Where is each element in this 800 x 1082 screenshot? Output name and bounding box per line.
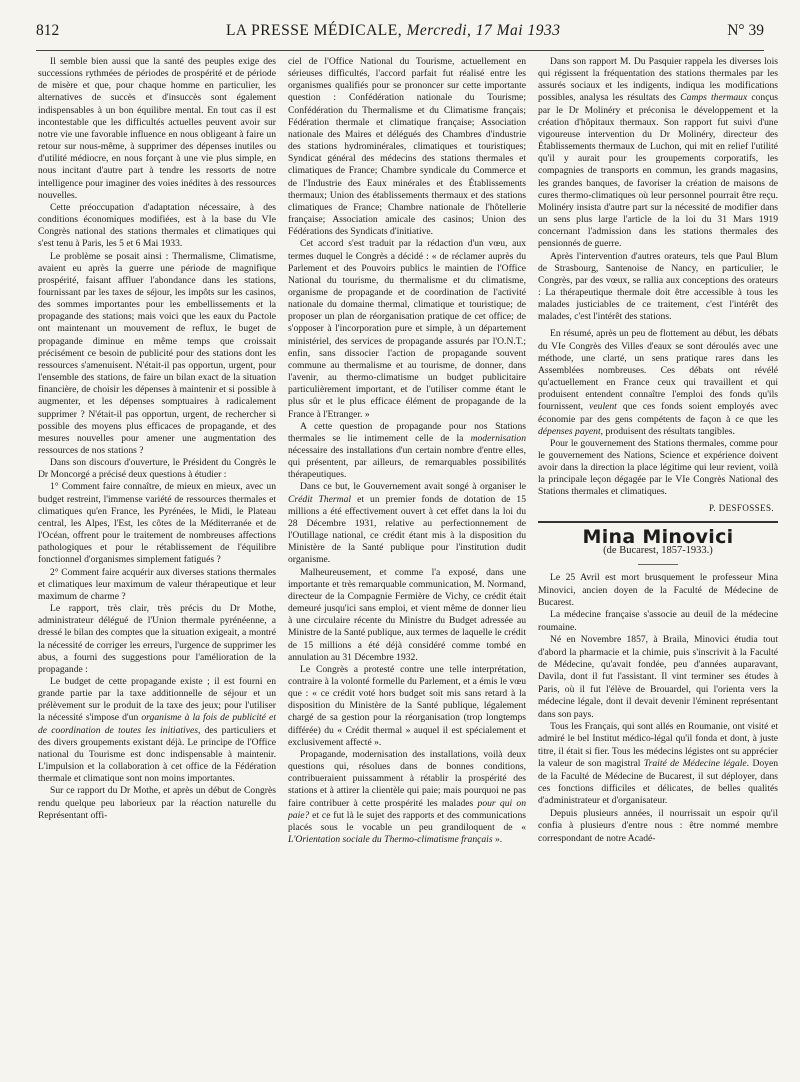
paragraph: Le Congrès a protesté contre une telle interprétation, contraire à la volonté formelle du Parlement, et a émis le vœu que : « ce crédit voté hors budget soit mis sans retard à la disposition du Ministère de la Santé publique, légalement chargé de sa gestion pour la réorganisation (trop longtemps différée) du « Crédit thermal » auquel il est spécialement et exclusivement affecté ».	[288, 663, 526, 748]
paragraph: La médecine française s'associe au deuil de la médecine roumaine.	[538, 609, 778, 633]
paragraph: ciel de l'Office National du Tourisme, actuellement en sérieuses difficultés, l'accord parfait fut réalisé entre les organismes qualifiés pour se prononcer sur cette importante question : Confédération nationale du Tourisme; Confédération du Thermalisme et du Climatisme français; Fédération thermale et climatique française; Association nationale des Maires et délégués des Chambres d'industrie des stations hydrominérales, climatiques et touristiques; Syndicat général des médecins des stations thermales et climatiques de France; Chambre syndicale du Commerce et de l'Industrie des Eaux minérales et des Établissements thermaux; Union des établissements thermaux et des stations climatiques de France; Chambre nationale de l'hôtellerie française; Association amicale des casinos; Union des Fédérations des Syndicats d'initiative.	[288, 56, 526, 238]
issue-number: N° 39	[727, 22, 764, 39]
paragraph	[538, 56, 778, 251]
paragraph: Cette préoccupation d'adaptation nécessaire, à des conditions économiques modifiées, est à la base du VIe Congrès national des stations thermales et climatiques qui s'est tenu à Paris, les 5 et 6 Mai 1933.	[38, 201, 276, 250]
paragraph: Sur ce rapport du Dr Mothe, et après un début de Congrès rendu quelque peu laborieux par la réaction naturelle du Représentant offi-	[38, 785, 276, 821]
text-run: En résumé, après un peu de flottement au début, les débats du VIe Congrès des Villes d'eaux se sont déroulés avec une méthode, une clarté, un sens pratique rares dans les Assemblées nombreuses. Ces débats ont révélé qu'actuellement en France ceux qui travaillent et qui produisent entendent connaître l'emploi des fonds qu'ils fournissent,	[538, 328, 778, 413]
text-run-italic: Camps thermaux	[680, 92, 748, 104]
title-rule	[638, 564, 678, 565]
paragraph	[538, 328, 778, 437]
paragraph: Pour le gouvernement des Stations thermales, comme pour le gouvernement des Nations, Science et expérience doivent avoir dans la direction la place légitime qui leur revient, voilà la principale leçon dégagée par le VIe Congrès National des Stations thermales et climatiques.	[538, 437, 778, 498]
obituary-title: Mina Minovici	[582, 525, 734, 548]
text-run: Le budget de cette propagande existe ; il est fourni en grande partie par la taxe additionnelle de séjour et un prélèvement sur le produit de la taxe des jeux; pour l'utiliser la nécessité s'impose d'un	[38, 675, 276, 724]
page-number: 812	[36, 22, 60, 39]
column-3	[538, 56, 778, 1066]
paragraph	[38, 676, 276, 785]
text-run: Propagande, modernisation des installations, voilà deux questions qui, résolues dans de bonnes conditions, contribueraient puissamment à rétablir la prospérité des stations et à attirer la clientèle qui paie; mais pourquoi ne pas faire contribuer à cette prospérité les malades	[288, 748, 526, 809]
text-run: . Doyen de la Faculté de Médecine de Bucarest, il sut déployer, dans ces fonctions difficiles et délicates, de belles qualités d'administrateur et d'organisateur.	[538, 758, 778, 807]
text-run-italic: dépenses payent	[538, 425, 601, 437]
article-columns	[38, 56, 778, 1066]
paragraph: Né en Novembre 1857, à Braila, Minovici étudia tout d'abord la pharmacie et la chimie, puis s'inscrivit à la Faculté de Médecine, qu'avait fondée, peu d'années auparavant, Davila, dont il fut l'assistant. Il vint terminer ses études à Paris, où il fut l'élève de Brouardel, qui l'orienta vers la médecine légale, dont il devait devenir l'éminent représentant dans son pays.	[538, 634, 778, 720]
paragraph	[538, 721, 778, 808]
journal-name: LA PRESSE MÉDICALE,	[225, 22, 403, 39]
section-divider	[538, 521, 778, 523]
text-run: Dans ce but, le Gouvernement avait songé à organiser le	[300, 481, 526, 493]
paragraph: Cet accord s'est traduit par la rédaction d'un vœu, aux termes duquel le Congrès a décidé : « de réclamer auprès du Parlement et des Pouvoirs publics le maintien de l'Office National du tourisme, du thermalisme et du climatisme, organisme de propagande et de coordination de l'activité nationale du domaine thermal, climatique et touristique; de proposer un plan de réorganisation pratique de cet office; de s'opposer à l'incorporation pure et simple, à un département ministériel, des services de propagande assurés par l'O.N.T.; enfin, sans dissocier l'action de propagande souvent commune au thermalisme et au tourisme, de donner, dans l'avenir, au thermo-climatisme un budget publicitaire particulièrement important, et de l'utiliser comme étant le plus sûr et le plus efficace élément de propagande de la France à l'Etranger. »	[288, 238, 526, 420]
text-run: Dans son rapport M. Du Pasquier rappela les diverses lois qui régissent la fréquentation des stations thermales par les assurés sociaux et les indigents, indiqua les modifications possibles, analysa les résultats des	[538, 56, 778, 104]
text-run-italic: L'Orientation sociale du Thermo-climatisme français	[288, 834, 493, 845]
paragraph: 1° Comment faire connaître, de mieux en mieux, avec un budget restreint, l'immense variété de ressources thermales et climatiques qu'en France, les Pyrénées, le Midi, le Plateau central, les Alpes, l'Est, les côtes de la Méditerranée et de l'Océan, offrent pour le traitement de nombreuses affections pathologiques et pour le rétablissement de l'équilibre fonctionnel d'organismes simplement fatigués ?	[38, 481, 276, 566]
paragraph: Il semble bien aussi que la santé des peuples exige des successions rythmées de périodes de prospérité et de période de misère et que, pour chaque homme en particulier, les alternatives de succès et d'insuccès sont également indispensables à un bon équilibre mental. En tout cas il est incontestable que les difficultés actuelles peuvent avoir sur notre vie une favorable influence en nous obligeant à faire un retour sur nous-même, à supprimer des dépenses inutiles ou d'utilité médiocre, en nous forçant à une vie plus simple, en nous incitant d'autre part à tendre les ressorts de notre intelligence pour imaginer des voies inédites à des ressources nouvelles.	[38, 56, 276, 201]
obituary	[538, 525, 778, 845]
text-run-italic: organisme à la fois de publicité et de coordination de toutes les initiatives	[38, 712, 276, 736]
paragraph: 2° Comment faire acquérir aux diverses stations thermales et climatiques leur maximum de valeur thérapeutique et leur maximum de charme ?	[38, 566, 276, 602]
text-run: et ce fut là le sujet des rapports et des communications placés sous le vocable un peu grandiloquent de «	[288, 809, 526, 833]
running-header	[36, 22, 764, 51]
text-run-italic: pour qui on paie?	[288, 797, 526, 821]
journal-title	[226, 22, 561, 40]
paragraph: Dans son discours d'ouverture, le Président du Congrès le Dr Moncorgé a précisé deux questions à étudier :	[38, 457, 276, 481]
column-1	[38, 56, 276, 1066]
paragraph: Malheureusement, et comme l'a exposé, dans une importante et très remarquable communication, M. Normand, directeur de la Compagnie Fermière de Vichy, ce crédit était demeuré jusqu'ici sans emploi, et vient même de donner lieu à une circulaire récente du Ministre du Budget adressée au Ministre de la Santé publique, aux termes de laquelle le crédit de 15 millions a été déjà considéré comme tombé en annulation au 31 Décembre 1932.	[288, 566, 526, 663]
text-run: et un premier fonds de dotation de 15 millions a été effectivement ouvert à cet effet dans la loi du 28 Décembre 1931, relative au perfectionnement de l'Outillage national, ce crédit étant mis à la disposition du Ministère de la Santé publique pour l'institution dudit organisme.	[288, 493, 526, 566]
text-run: ».	[492, 834, 503, 845]
paragraph	[288, 481, 526, 566]
text-run: A cette question de propagande pour nos Stations thermales se lie intimement celle de la	[288, 420, 526, 444]
obituary-subtitle: (de Bucarest, 1857-1933.)	[603, 544, 713, 556]
text-run-italic: Crédit Thermal	[288, 493, 352, 505]
text-run: , des particuliers et des divers groupements existant déjà. Le principe de l'Office national du Tourisme est donc indispensable à maintenir. L'impulsion et la collaboration à cet office de la Fédération thermale et climatique sont non moins importantes.	[38, 724, 276, 785]
text-run: nécessaire des installations d'un certain nombre d'entre elles, qui présentent, par ailleurs, de remarquables possibilités thérapeutiques.	[288, 445, 526, 481]
text-run: Tous les Français, qui sont allés en Roumanie, ont visité et admiré le bel Institut médico-légal qu'il fonda et dont, à juste titre, il était si fier. Tous les médecins légistes ont su apprécier la valeur de son magistral	[538, 720, 778, 770]
paragraph	[288, 749, 526, 846]
paragraph: Depuis plusieurs années, il nourrissait un espoir qu'il confia à plusieurs d'entre nous : être nommé membre correspondant de notre Acadé-	[538, 807, 778, 844]
author-signature: P. DESFOSSES.	[709, 502, 774, 513]
paragraph: Après l'intervention d'autres orateurs, tels que Paul Blum de Strasbourg, Santenoise de Nancy, en particulier, le Congrès, par des vœux, se rallia aux conceptions des orateurs : La thérapeutique thermale doit être accessible à tous les malades justiciables de ce traitement, c'est l'intérêt des malades, c'est l'intérêt des stations.	[538, 250, 778, 323]
paragraph: Le rapport, très clair, très précis du Dr Mothe, administrateur délégué de l'Union thermale pyrénéenne, a dressé le bilan des comptes que la situation exigeait, a montré la nécessité de corriger les erreurs, l'urgence de supprimer les abus, a fourni des suggestions pour l'amélioration de la propagande :	[38, 603, 276, 675]
text-run: , produisent des résultats tangibles.	[600, 425, 735, 437]
issue-date: Mercredi, 17 Mai 1933	[406, 22, 561, 39]
paragraph	[288, 421, 526, 482]
text-run: conçus par le Dr Molinéry et préconisa le développement et la création d'hôpitaux thermaux. Son rapport fut suivi d'une vigoureuse intervention du Dr Molinéry, directeur des Établissements thermaux de Luchon, qui mit en relief l'utilité qu'il y aurait pour les groupements corporatifs, les compagnies de transports en commun, les grands magasins, les grandes banques, de favoriser la création de maisons de cures thermo-climatiques où leur personnel pourrait être reçu. Molinéry insista d'autre part sur la nécessité de modifier dans un sens plus large l'article de la loi du 31 Mars 1919 concernant l'admission dans les stations thermales des pensionnés de guerre.	[538, 92, 778, 250]
text-run-italic: Traité de Médecine légale	[643, 758, 747, 770]
text-run: que ces fonds soient employés avec économie par des gens compétents de façon à ce que les	[538, 401, 778, 425]
paragraph: Le 25 Avril est mort brusquement le professeur Mina Minovici, ancien doyen de la Faculté de Médecine de Bucarest.	[538, 572, 778, 608]
text-run-italic: modernisation	[470, 432, 526, 444]
text-run-italic: veulent	[589, 401, 617, 413]
paragraph: Le problème se posait ainsi : Thermalisme, Climatisme, avaient eu après la guerre une période de magnifique prospérité, faisant affluer l'abondance dans les stations, fournissant par les taxes de séjour, les impôts sur les casinos, des sommes importantes pour les embellissements et la propagande des stations; mais voici que les eaux du Pactole ont maintenant un mouvement de reflux, le buget de propagande diminue en même temps que croissait précisément ce besoin de publicité pour des stations dont les ressources s'amenuisent. N'était-il pas opportun, urgent, pour l'ensemble des stations, de faire un bilan exact de la situation financière, de choisir les dépenses à maintenir et si possible à augmenter, et les dépenses somptuaires à radicalement supprimer ? N'était-il pas opportun, urgent, de rechercher si possible des moyens plus efficaces de propagande, et des mesures nouvelles pour amener une augmentation des ressources de nos stations ?	[38, 250, 276, 456]
column-2	[288, 56, 526, 1066]
